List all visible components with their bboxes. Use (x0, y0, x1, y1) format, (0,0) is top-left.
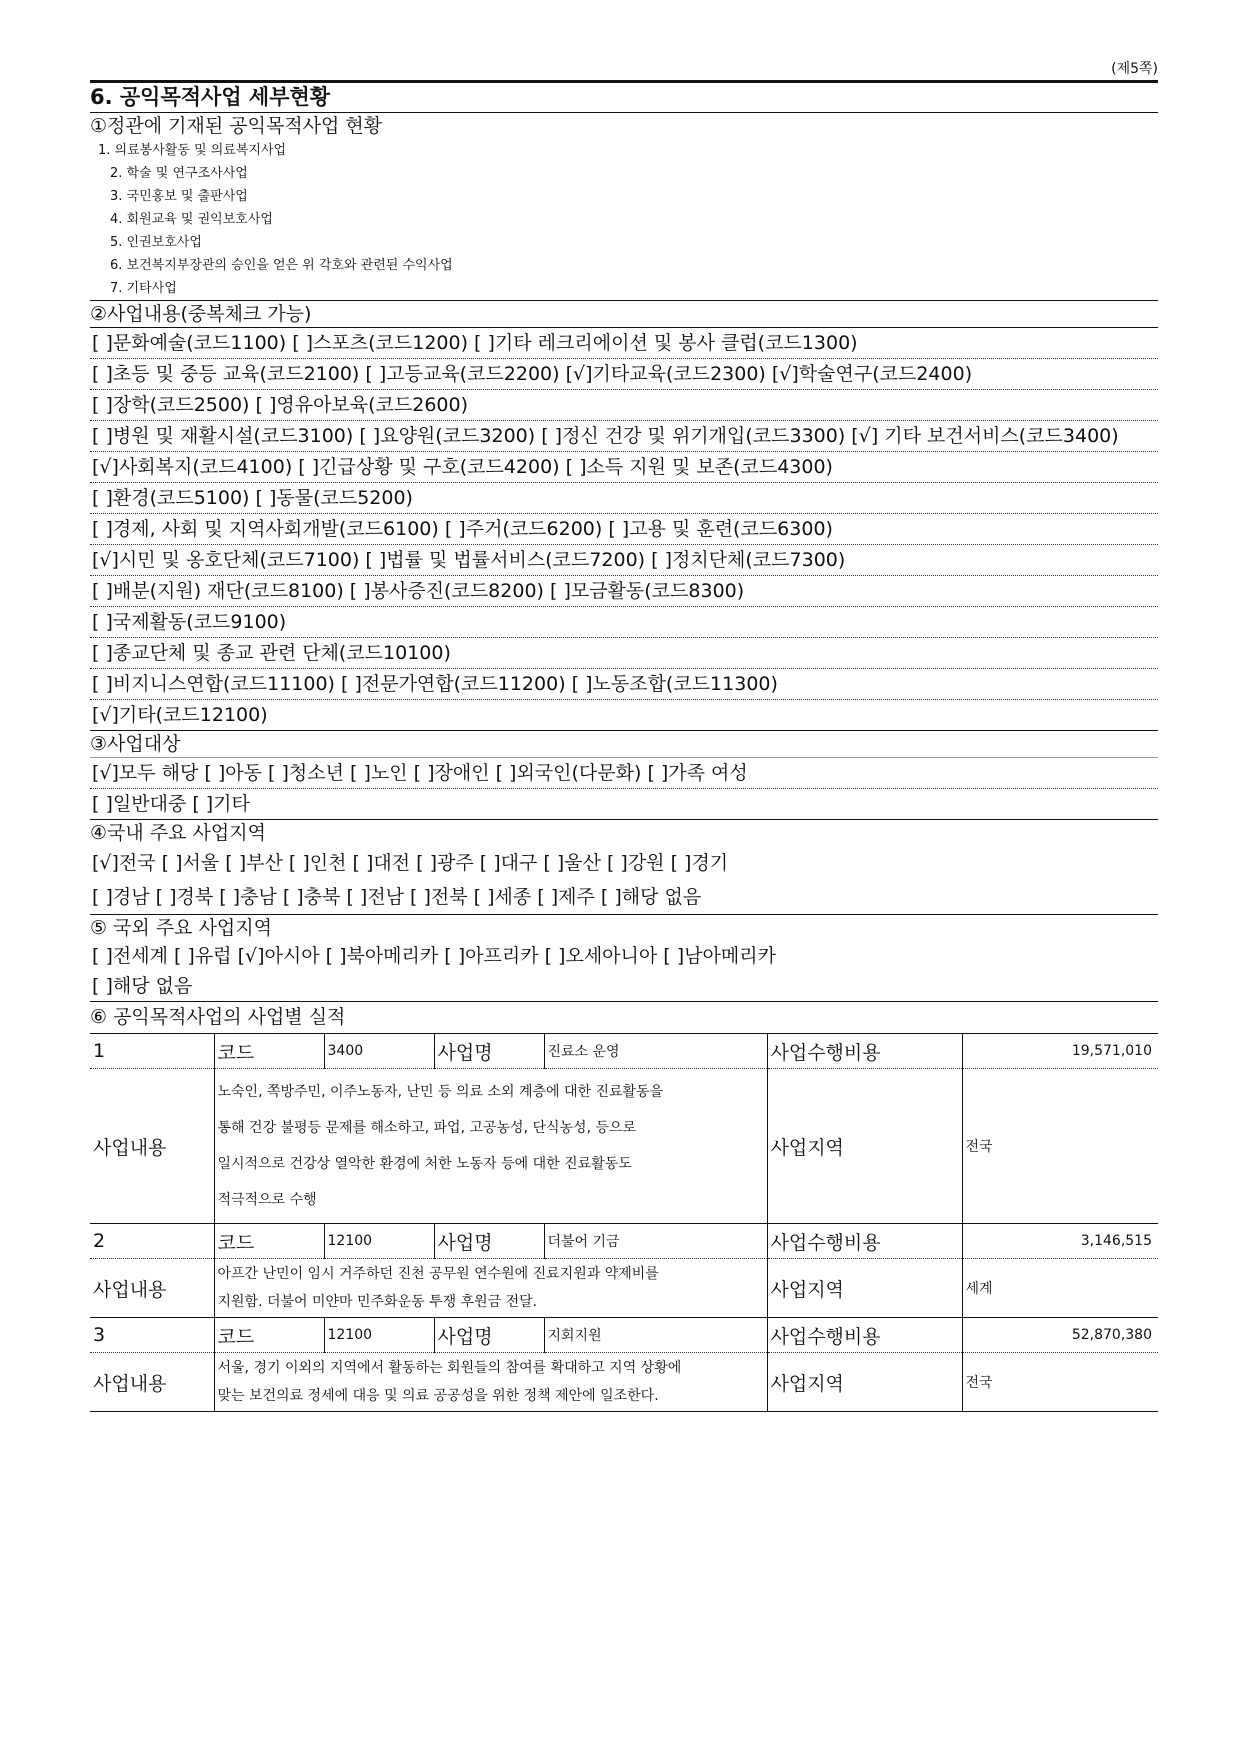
content-line: 노숙인, 쪽방주민, 이주노동자, 난민 등 의료 소외 계층에 대한 진료활동을 (217, 1084, 664, 1100)
section-articles-projects (90, 113, 1158, 301)
name-label: 사업명 (434, 1034, 544, 1069)
list-item: 2. 학술 및 연구조사사업 (110, 166, 248, 181)
project-number: 1 (90, 1034, 214, 1069)
checkbox-row[interactable]: [√]기타(코드12100) (90, 700, 1158, 731)
section-business-target (90, 731, 1158, 820)
content-line: 아프간 난민이 임시 거주하던 진천 공무원 연수원에 진료지원과 약제비를 (217, 1266, 659, 1282)
region-value: 전국 (962, 1069, 1158, 1224)
page-title: 6. 공익목적사업 세부현황 (90, 80, 1158, 113)
cost-value: 19,571,010 (962, 1034, 1158, 1069)
checkbox-row[interactable]: [√]모두 해당 [ ]아동 [ ]청소년 [ ]노인 [ ]장애인 [ ]외국인(다문화) [ ]가족 여성 (90, 758, 1158, 789)
section-title: ②사업내용(중복체크 가능) (90, 301, 1158, 328)
list-item: 6. 보건복지부장관의 승인을 얻은 위 각호와 관련된 수익사업 (110, 258, 453, 273)
section-title: ①정관에 기재된 공익목적사업 현황 (90, 115, 383, 137)
checkbox-row[interactable]: [ ]국제활동(코드9100) (90, 607, 1158, 638)
cost-label: 사업수행비용 (767, 1318, 962, 1353)
checkbox-row[interactable]: [ ]경남 [ ]경북 [ ]충남 [ ]충북 [ ]전남 [ ]전북 [ ]세종 [ ]제주 [ ]해당 없음 (92, 886, 702, 908)
code-label: 코드 (214, 1034, 324, 1069)
code-label: 코드 (214, 1318, 324, 1353)
table-row (90, 1318, 1158, 1353)
name-value: 지회지원 (544, 1318, 767, 1353)
checkbox-row[interactable]: [ ]환경(코드5100) [ ]동물(코드5200) (90, 483, 1158, 514)
code-value: 12100 (324, 1224, 434, 1259)
content-value (214, 1259, 767, 1318)
cost-label: 사업수행비용 (767, 1224, 962, 1259)
table-row (90, 1069, 1158, 1224)
performance-table (90, 1034, 1158, 1412)
cost-label: 사업수행비용 (767, 1034, 962, 1069)
section-title: ⑥ 공익목적사업의 사업별 실적 (90, 1002, 1158, 1034)
content-line: 지원함. 더불어 미얀마 민주화운동 투쟁 후원금 전달. (217, 1294, 538, 1310)
content-label: 사업내용 (90, 1353, 214, 1412)
content-line: 일시적으로 건강상 열악한 환경에 처한 노동자 등에 대한 진료활동도 (217, 1156, 632, 1172)
code-value: 3400 (324, 1034, 434, 1069)
code-label: 코드 (214, 1224, 324, 1259)
table-row (90, 1353, 1158, 1412)
code-value: 12100 (324, 1318, 434, 1353)
page-number: (제5쪽) (1111, 61, 1158, 77)
section-title: ④국내 주요 사업지역 (90, 822, 266, 844)
project-number: 3 (90, 1318, 214, 1353)
list-item: 3. 국민홍보 및 출판사업 (110, 189, 248, 204)
content-line: 서울, 경기 이외의 지역에서 활동하는 회원들의 참여를 확대하고 지역 상황에 (217, 1360, 682, 1376)
cost-value: 3,146,515 (962, 1224, 1158, 1259)
list-item: 4. 회원교육 및 권익보호사업 (110, 212, 273, 227)
region-label: 사업지역 (767, 1069, 962, 1224)
region-value: 전국 (962, 1353, 1158, 1412)
name-label: 사업명 (434, 1318, 544, 1353)
section-title: ⑤ 국외 주요 사업지역 (90, 917, 272, 939)
name-value: 더불어 기금 (544, 1224, 767, 1259)
table-row (90, 1034, 1158, 1069)
checkbox-row[interactable]: [ ]일반대중 [ ]기타 (90, 789, 1158, 820)
name-label: 사업명 (434, 1224, 544, 1259)
content-value (214, 1069, 767, 1224)
section-domestic-region (90, 820, 1158, 915)
content-line: 적극적으로 수행 (217, 1192, 317, 1208)
list-item: 1. 의료봉사활동 및 의료복지사업 (98, 143, 287, 158)
checkbox-row[interactable]: [ ]배분(지원) 재단(코드8100) [ ]봉사증진(코드8200) [ ]모금활동(코드8300) (90, 576, 1158, 607)
table-row (90, 1224, 1158, 1259)
section-performance (90, 1002, 1158, 1412)
content-label: 사업내용 (90, 1069, 214, 1224)
checkbox-row[interactable]: [√]사회복지(코드4100) [ ]긴급상황 및 구호(코드4200) [ ]소득 지원 및 보존(코드4300) (90, 452, 1158, 483)
checkbox-row[interactable]: [ ]장학(코드2500) [ ]영유아보육(코드2600) (90, 390, 1158, 421)
content-value (214, 1353, 767, 1412)
checkbox-row[interactable]: [ ]문화예술(코드1100) [ ]스포츠(코드1200) [ ]기타 레크리에이션 및 봉사 클럽(코드1300) (90, 328, 1158, 359)
section-business-content (90, 301, 1158, 731)
report-page (90, 58, 1158, 1412)
project-number: 2 (90, 1224, 214, 1259)
checkbox-row[interactable]: [ ]비지니스연합(코드11100) [ ]전문가연합(코드11200) [ ]노동조합(코드11300) (90, 669, 1158, 700)
content-line: 맞는 보건의료 정세에 대응 및 의료 공공성을 위한 정책 제안에 일조한다. (217, 1388, 659, 1404)
list-item: 7. 기타사업 (110, 281, 177, 296)
name-value: 진료소 운영 (544, 1034, 767, 1069)
checkbox-row[interactable]: [ ]종교단체 및 종교 관련 단체(코드10100) (90, 638, 1158, 669)
checkbox-row[interactable]: [ ]전세계 [ ]유럽 [√]아시아 [ ]북아메리카 [ ]아프리카 [ ]오세아니아 [ ]남아메리카 (92, 945, 776, 967)
table-row (90, 1259, 1158, 1318)
list-item: 5. 인권보호사업 (110, 235, 202, 250)
region-value: 세계 (962, 1259, 1158, 1318)
checkbox-row[interactable]: [ ]경제, 사회 및 지역사회개발(코드6100) [ ]주거(코드6200) [ ]고용 및 훈련(코드6300) (90, 514, 1158, 545)
checkbox-row[interactable]: [√]시민 및 옹호단체(코드7100) [ ]법률 및 법률서비스(코드7200) [ ]정치단체(코드7300) (90, 545, 1158, 576)
checkbox-row[interactable]: [ ]초등 및 중등 교육(코드2100) [ ]고등교육(코드2200) [√]기타교육(코드2300) [√]학술연구(코드2400) (90, 359, 1158, 390)
checkbox-row[interactable]: [ ]병원 및 재활시설(코드3100) [ ]요양원(코드3200) [ ]정신 건강 및 위기개입(코드3300) [√] 기타 보건서비스(코드3400) (90, 421, 1158, 452)
content-label: 사업내용 (90, 1259, 214, 1318)
region-label: 사업지역 (767, 1353, 962, 1412)
checkbox-row[interactable]: [√]전국 [ ]서울 [ ]부산 [ ]인천 [ ]대전 [ ]광주 [ ]대구 [ ]울산 [ ]강원 [ ]경기 (92, 852, 729, 874)
region-label: 사업지역 (767, 1259, 962, 1318)
content-line: 통해 건강 불평등 문제를 해소하고, 파업, 고공농성, 단식농성, 등으로 (217, 1120, 637, 1136)
section-title: ③사업대상 (90, 731, 1158, 758)
checkbox-row[interactable]: [ ]해당 없음 (92, 975, 193, 997)
section-overseas-region (90, 915, 1158, 1002)
cost-value: 52,870,380 (962, 1318, 1158, 1353)
articles-list (90, 139, 1158, 300)
